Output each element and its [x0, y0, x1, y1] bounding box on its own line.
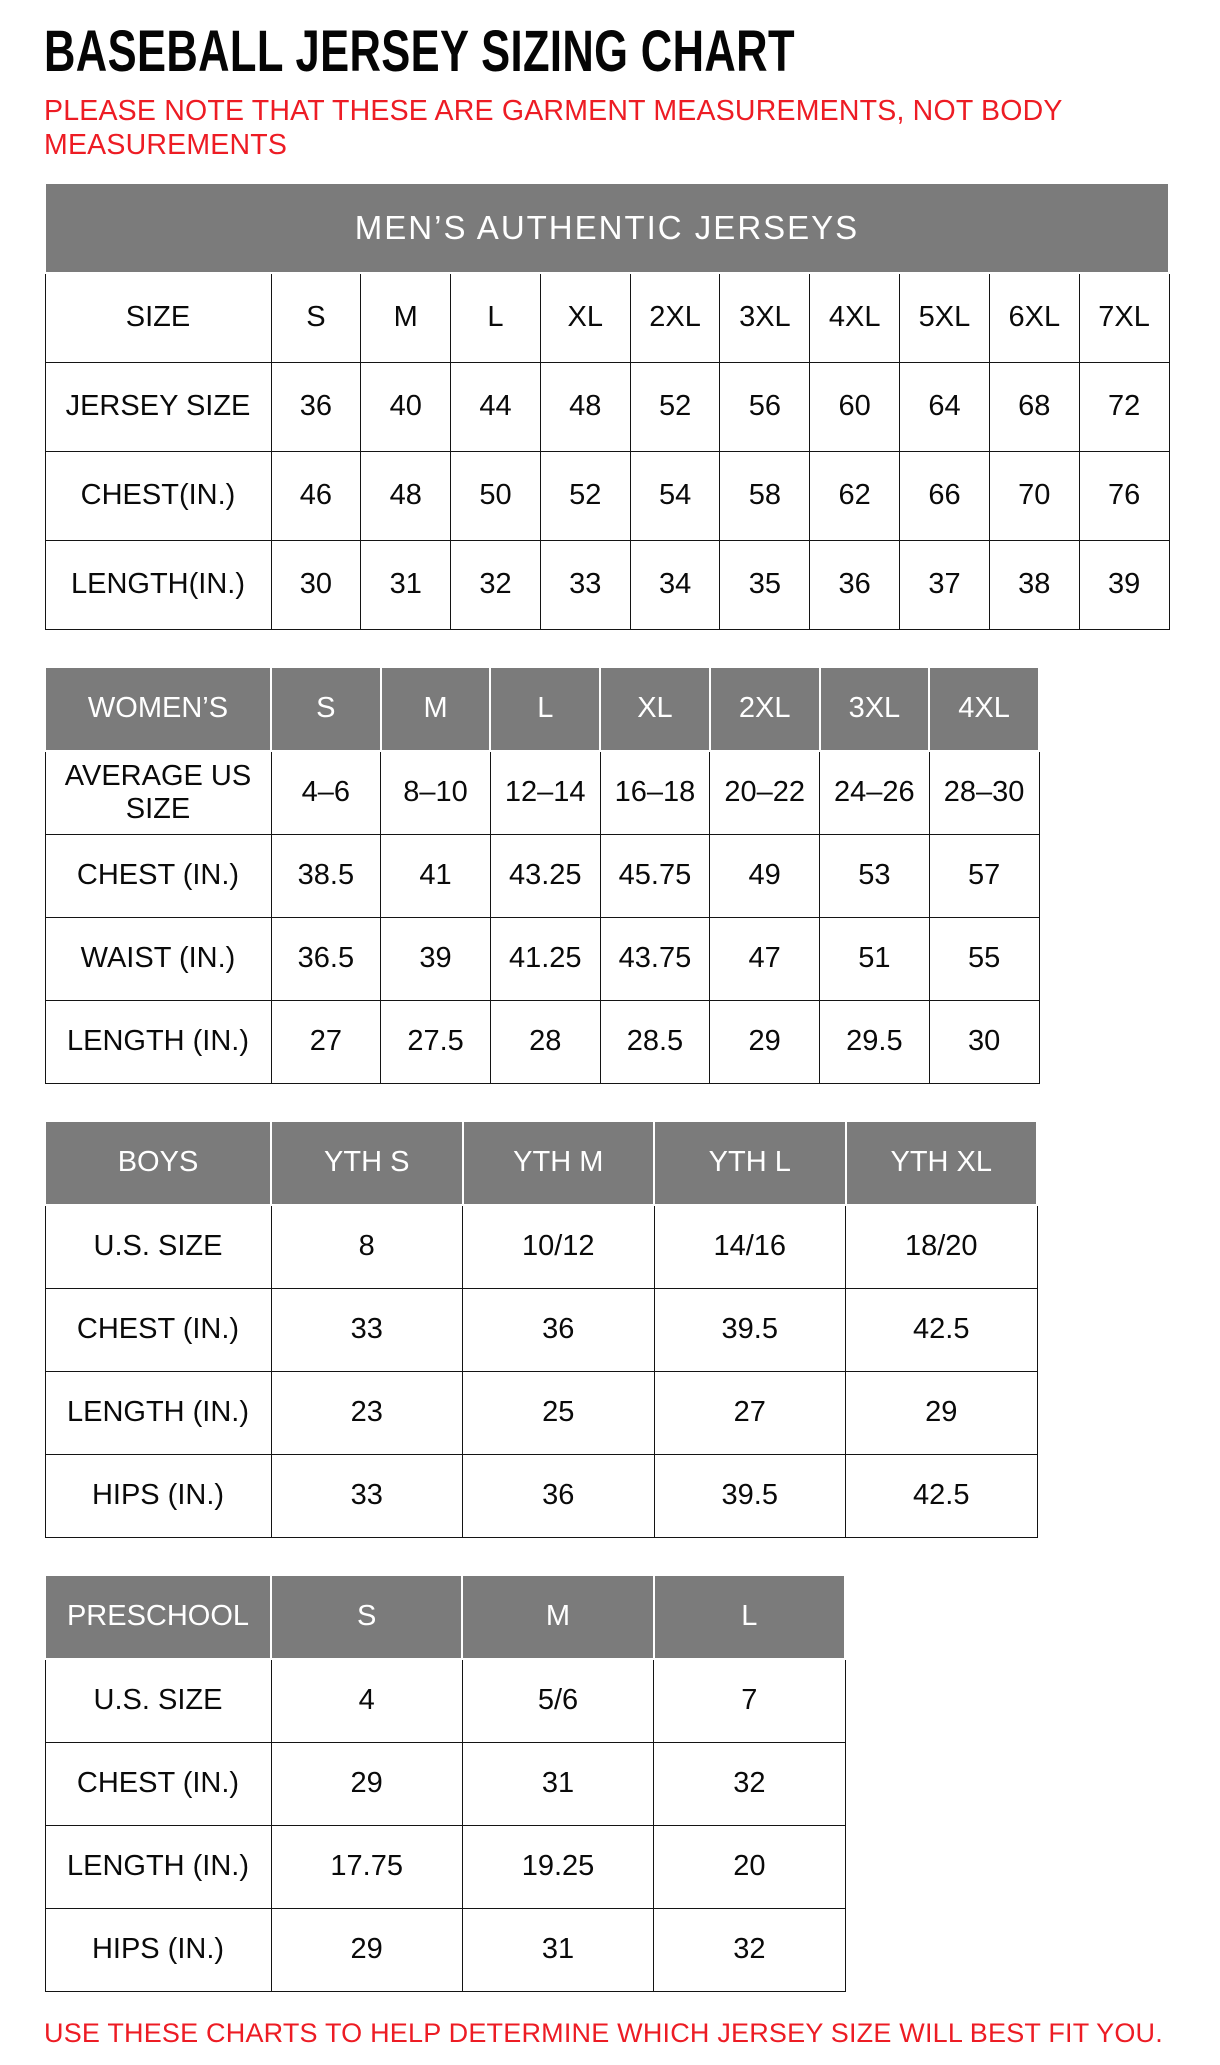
- measurement-cell: 8–10: [381, 751, 491, 835]
- row-label: CHEST (IN.): [45, 1743, 271, 1826]
- table-row: [45, 1826, 845, 1909]
- table-header-row: [45, 1575, 845, 1659]
- measurement-cell: 28: [490, 1001, 600, 1084]
- size-column-header: XL: [600, 667, 710, 751]
- measurement-cell: 51: [820, 918, 930, 1001]
- measurement-cell: 33: [540, 541, 630, 630]
- row-label: LENGTH (IN.): [45, 1826, 271, 1909]
- table-header-row: [45, 183, 1169, 273]
- measurement-cell: 62: [810, 452, 900, 541]
- measurement-cell: 31: [361, 541, 451, 630]
- measurement-cell: L: [451, 273, 541, 363]
- measurement-cell: 57: [929, 835, 1039, 918]
- measurement-cell: 18/20: [846, 1205, 1038, 1289]
- measurement-cell: 19.25: [462, 1826, 653, 1909]
- row-label: HIPS (IN.): [45, 1909, 271, 1992]
- row-label: CHEST (IN.): [45, 1289, 271, 1372]
- measurement-cell: 23: [271, 1372, 463, 1455]
- measurement-cell: 8: [271, 1205, 463, 1289]
- table-row: [45, 751, 1039, 835]
- size-column-header: YTH L: [654, 1121, 846, 1205]
- measurement-cell: 52: [540, 452, 630, 541]
- table-row: [45, 1455, 1037, 1538]
- size-column-header: L: [654, 1575, 845, 1659]
- table-row: [45, 1372, 1037, 1455]
- measurement-cell: 32: [654, 1743, 845, 1826]
- measurement-cell: 47: [710, 918, 820, 1001]
- measurement-cell: 5XL: [900, 273, 990, 363]
- size-column-header: YTH M: [463, 1121, 655, 1205]
- measurement-cell: 28–30: [929, 751, 1039, 835]
- measurement-cell: 46: [271, 452, 361, 541]
- measurement-cell: 49: [710, 835, 820, 918]
- measurement-cell: 29: [710, 1001, 820, 1084]
- womens-jerseys-table: [44, 666, 1040, 1084]
- measurement-cell: 29.5: [820, 1001, 930, 1084]
- measurement-cell: 10/12: [463, 1205, 655, 1289]
- row-label: SIZE: [45, 273, 271, 363]
- table-row: [45, 1659, 845, 1743]
- mens-authentic-jerseys-table: [44, 182, 1170, 630]
- measurement-cell: 36: [463, 1289, 655, 1372]
- measurement-cell: 32: [654, 1909, 845, 1992]
- measurement-cell: 48: [361, 452, 451, 541]
- measurement-cell: S: [271, 273, 361, 363]
- measurement-cell: 54: [630, 452, 720, 541]
- table-title: WOMEN’S: [45, 667, 271, 751]
- measurement-cell: 31: [462, 1909, 653, 1992]
- measurement-cell: 39: [1079, 541, 1169, 630]
- table-row: [45, 452, 1169, 541]
- measurement-cell: 25: [463, 1372, 655, 1455]
- table-row: [45, 1909, 845, 1992]
- measurement-cell: 31: [462, 1743, 653, 1826]
- measurement-cell: 32: [451, 541, 541, 630]
- measurement-cell: 5/6: [462, 1659, 653, 1743]
- boys-jerseys-table: [44, 1120, 1038, 1538]
- size-column-header: 2XL: [710, 667, 820, 751]
- table-row: [45, 835, 1039, 918]
- measurement-cell: 43.75: [600, 918, 710, 1001]
- table-row: [45, 273, 1169, 363]
- row-label: CHEST (IN.): [45, 835, 271, 918]
- table-row: [45, 918, 1039, 1001]
- measurement-cell: 76: [1079, 452, 1169, 541]
- measurement-cell: 43.25: [490, 835, 600, 918]
- size-column-header: 4XL: [929, 667, 1039, 751]
- measurement-cell: 20–22: [710, 751, 820, 835]
- measurement-cell: 33: [271, 1289, 463, 1372]
- garment-measurement-note: PLEASE NOTE THAT THESE ARE GARMENT MEASUREMENTS, NOT BODY MEASUREMENTS: [44, 94, 1063, 161]
- measurement-cell: 37: [900, 541, 990, 630]
- measurement-cell: 7: [654, 1659, 845, 1743]
- size-column-header: S: [271, 1575, 462, 1659]
- measurement-cell: 36.5: [271, 918, 381, 1001]
- row-label: CHEST(IN.): [45, 452, 271, 541]
- measurement-cell: 35: [720, 541, 810, 630]
- size-column-header: M: [462, 1575, 653, 1659]
- size-column-header: YTH XL: [846, 1121, 1038, 1205]
- measurement-cell: 20: [654, 1826, 845, 1909]
- row-label: JERSEY SIZE: [45, 363, 271, 452]
- measurement-cell: 64: [900, 363, 990, 452]
- measurement-cell: 36: [810, 541, 900, 630]
- table-header-row: [45, 667, 1039, 751]
- measurement-cell: 68: [989, 363, 1079, 452]
- row-label: AVERAGE US SIZE: [45, 751, 271, 835]
- measurement-cell: 55: [929, 918, 1039, 1001]
- measurement-cell: 16–18: [600, 751, 710, 835]
- preschool-jerseys-table: [44, 1574, 846, 1992]
- measurement-cell: 60: [810, 363, 900, 452]
- measurement-cell: 6XL: [989, 273, 1079, 363]
- measurement-cell: 17.75: [271, 1826, 462, 1909]
- size-column-header: M: [381, 667, 491, 751]
- size-column-header: L: [490, 667, 600, 751]
- measurement-cell: 30: [929, 1001, 1039, 1084]
- table-title: MEN’S AUTHENTIC JERSEYS: [45, 183, 1169, 273]
- measurement-cell: M: [361, 273, 451, 363]
- measurement-cell: 52: [630, 363, 720, 452]
- table-header-row: [45, 1121, 1037, 1205]
- table-title: BOYS: [45, 1121, 271, 1205]
- page-title: BASEBALL JERSEY SIZING CHART: [44, 19, 795, 84]
- measurement-cell: 48: [540, 363, 630, 452]
- measurement-cell: 39: [381, 918, 491, 1001]
- measurement-cell: 41: [381, 835, 491, 918]
- measurement-cell: 27: [271, 1001, 381, 1084]
- row-label: U.S. SIZE: [45, 1659, 271, 1743]
- table-row: [45, 363, 1169, 452]
- fit-guidance-note: USE THESE CHARTS TO HELP DETERMINE WHICH JERSEY SIZE WILL BEST FIT YOU.: [44, 2018, 1163, 2049]
- measurement-cell: 38: [989, 541, 1079, 630]
- measurement-cell: 4XL: [810, 273, 900, 363]
- row-label: HIPS (IN.): [45, 1455, 271, 1538]
- measurement-cell: XL: [540, 273, 630, 363]
- measurement-cell: 40: [361, 363, 451, 452]
- measurement-cell: 50: [451, 452, 541, 541]
- measurement-cell: 24–26: [820, 751, 930, 835]
- table-row: [45, 1205, 1037, 1289]
- size-column-header: S: [271, 667, 381, 751]
- measurement-cell: 29: [271, 1743, 462, 1826]
- measurement-cell: 66: [900, 452, 990, 541]
- measurement-cell: 29: [271, 1909, 462, 1992]
- size-column-header: YTH S: [271, 1121, 463, 1205]
- measurement-cell: 42.5: [846, 1289, 1038, 1372]
- measurement-cell: 53: [820, 835, 930, 918]
- table-row: [45, 1001, 1039, 1084]
- table-row: [45, 1743, 845, 1826]
- measurement-cell: 3XL: [720, 273, 810, 363]
- table-row: [45, 1289, 1037, 1372]
- measurement-cell: 38.5: [271, 835, 381, 918]
- row-label: LENGTH(IN.): [45, 541, 271, 630]
- measurement-cell: 29: [846, 1372, 1038, 1455]
- measurement-cell: 27: [654, 1372, 846, 1455]
- measurement-cell: 27.5: [381, 1001, 491, 1084]
- measurement-cell: 45.75: [600, 835, 710, 918]
- table-title: PRESCHOOL: [45, 1575, 271, 1659]
- measurement-cell: 12–14: [490, 751, 600, 835]
- measurement-cell: 7XL: [1079, 273, 1169, 363]
- measurement-cell: 34: [630, 541, 720, 630]
- measurement-cell: 44: [451, 363, 541, 452]
- measurement-cell: 36: [271, 363, 361, 452]
- measurement-cell: 14/16: [654, 1205, 846, 1289]
- measurement-cell: 2XL: [630, 273, 720, 363]
- row-label: U.S. SIZE: [45, 1205, 271, 1289]
- measurement-cell: 42.5: [846, 1455, 1038, 1538]
- measurement-cell: 41.25: [490, 918, 600, 1001]
- measurement-cell: 4–6: [271, 751, 381, 835]
- table-row: [45, 541, 1169, 630]
- measurement-cell: 58: [720, 452, 810, 541]
- row-label: LENGTH (IN.): [45, 1001, 271, 1084]
- measurement-cell: 39.5: [654, 1455, 846, 1538]
- row-label: LENGTH (IN.): [45, 1372, 271, 1455]
- measurement-cell: 70: [989, 452, 1079, 541]
- measurement-cell: 30: [271, 541, 361, 630]
- measurement-cell: 33: [271, 1455, 463, 1538]
- size-column-header: 3XL: [820, 667, 930, 751]
- measurement-cell: 36: [463, 1455, 655, 1538]
- measurement-cell: 39.5: [654, 1289, 846, 1372]
- measurement-cell: 56: [720, 363, 810, 452]
- row-label: WAIST (IN.): [45, 918, 271, 1001]
- measurement-cell: 4: [271, 1659, 462, 1743]
- measurement-cell: 72: [1079, 363, 1169, 452]
- measurement-cell: 28.5: [600, 1001, 710, 1084]
